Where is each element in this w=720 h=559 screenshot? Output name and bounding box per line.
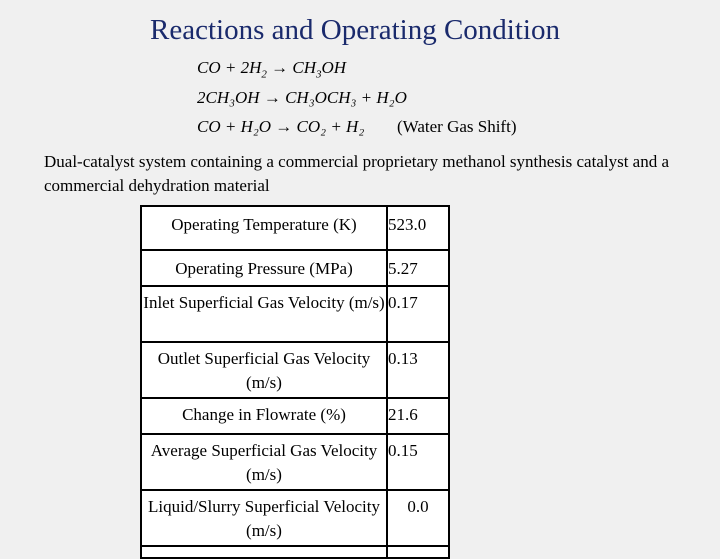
table-row (141, 286, 449, 342)
reaction-equation-2: 2CH₃OH → CH₃OCH₃ + H₂O (197, 88, 407, 107)
operating-conditions-table (140, 205, 450, 559)
row-value: 0.17 (387, 286, 449, 342)
row-value: 0.13 (387, 342, 449, 398)
row-label-empty (141, 546, 387, 558)
row-value: 5.27 (387, 250, 449, 286)
row-label: Operating Temperature (K) (141, 206, 387, 250)
table-row (141, 490, 449, 546)
row-label: Inlet Superficial Gas Velocity (m/s) (141, 286, 387, 342)
row-label: Change in Flowrate (%) (141, 398, 387, 434)
row-value: 21.6 (387, 398, 449, 434)
page-title: Reactions and Operating Condition (150, 14, 560, 46)
table-row (141, 206, 449, 250)
table-row (141, 250, 449, 286)
row-value: 523.0 (387, 206, 449, 250)
water-gas-shift-note: (Water Gas Shift) (397, 117, 517, 136)
reaction-equation-3-formula: CO + H₂O → CO₂ + H₂ (197, 117, 365, 136)
row-label: Liquid/Slurry Superficial Velocity (m/s) (141, 490, 387, 546)
catalyst-description: Dual-catalyst system containing a commercial proprietary methanol synthesis catalyst and a commercial dehydration material (44, 152, 670, 195)
table-row (141, 398, 449, 434)
reaction-equation-3 (197, 117, 517, 137)
row-value: 0.0 (387, 490, 449, 546)
row-value-empty (387, 546, 449, 558)
row-value: 0.15 (387, 434, 449, 490)
row-label: Operating Pressure (MPa) (141, 250, 387, 286)
row-label: Average Superficial Gas Velocity (m/s) (141, 434, 387, 490)
reaction-equation-1: CO + $2H_2 \to CH_3OH$ (197, 58, 347, 81)
table-row (141, 342, 449, 398)
table-row (141, 546, 449, 558)
row-label: Outlet Superficial Gas Velocity (m/s) (141, 342, 387, 398)
table-row (141, 434, 449, 490)
